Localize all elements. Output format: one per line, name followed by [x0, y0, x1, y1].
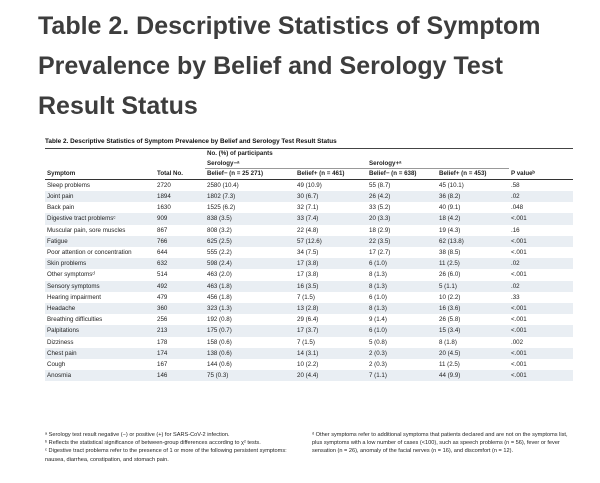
table-cell: Joint pain: [45, 191, 155, 202]
table-cell: Poor attention or concentration: [47, 249, 132, 256]
table-cell: 463 (2.0): [207, 271, 232, 279]
table-row: [45, 225, 573, 236]
table-cell: 20 (4.5): [437, 348, 509, 359]
table-cell: .02: [509, 191, 573, 202]
table-cell: Palpitations: [45, 325, 155, 336]
header-group-row: [45, 149, 573, 159]
table-cell: 598 (2.4): [205, 258, 295, 269]
table-cell: 8 (1.3): [367, 303, 437, 314]
table-cell: <.001: [509, 213, 573, 224]
table-cell: 26 (6.0): [439, 271, 461, 279]
table-cell: 8 (1.3): [369, 271, 387, 279]
table-row: [45, 292, 573, 303]
table-cell: 75 (0.3): [205, 370, 295, 381]
table-cell: <.001: [509, 348, 573, 359]
table-cell: 632: [155, 258, 205, 269]
table-cell: <.001: [511, 271, 527, 279]
table-cell: Headache: [45, 303, 155, 314]
table-cell: 1802 (7.3): [205, 191, 295, 202]
table-cell: Back pain: [47, 204, 75, 212]
table-cell: 34 (7.5): [297, 249, 319, 256]
footnote-a: ᵃ Serology test result negative (−) or positive (+) for SARS-CoV-2 infection.: [45, 432, 230, 438]
table-cell: 16 (3.5): [295, 281, 367, 292]
table-cell: .048: [511, 204, 524, 212]
table-cell: 10 (2.2): [297, 361, 319, 369]
table-cell: <.001: [511, 361, 527, 369]
table-cell: 2 (0.3): [367, 348, 437, 359]
table-cell: 38 (8.5): [439, 249, 461, 256]
table-row: [45, 325, 573, 336]
table-cell: .33: [511, 293, 520, 301]
symptom-table: [45, 149, 573, 381]
table-cell: 49 (10.9): [297, 181, 322, 189]
header-group-label: No. (%) of participants: [207, 150, 273, 157]
table-cell: 33 (5.2): [369, 204, 391, 212]
table-cell: 40 (9.1): [439, 204, 461, 212]
table-cell: 2 (0.3): [369, 361, 387, 369]
table-cell: <.001: [509, 303, 573, 314]
col-header-p-value: P valueᵇ: [509, 169, 573, 180]
table-cell: 45 (10.1): [439, 181, 464, 189]
table-cell: 32 (7.1): [297, 204, 319, 212]
table-row: [45, 370, 573, 381]
table-cell: 33 (7.4): [295, 213, 367, 224]
table-cell: 5 (0.8): [369, 338, 387, 346]
table-cell: 30 (6.7): [295, 191, 367, 202]
table-cell: <.001: [511, 249, 527, 256]
table-body: [45, 179, 573, 381]
table-cell: Hearing impairment: [47, 293, 101, 301]
table-cell: 514: [157, 271, 168, 279]
table-cell: 5 (1.1): [437, 281, 509, 292]
table-cell: <.001: [509, 236, 573, 247]
table-cell: 625 (2.5): [205, 236, 295, 247]
table-cell: 178: [157, 338, 168, 346]
table-cell: Digestive tract problemsᶜ: [45, 213, 155, 224]
table-cell: 256: [157, 316, 168, 324]
table-cell: Sleep problems: [47, 181, 90, 189]
serology-positive-label: Serology+ᵃ: [367, 159, 509, 169]
table-row: [45, 359, 573, 370]
table-cell: 16 (3.6): [437, 303, 509, 314]
table-cell: 7 (1.5): [297, 338, 315, 346]
table-row: [45, 314, 573, 325]
table-row: [45, 269, 573, 280]
table-cell: 766: [155, 236, 205, 247]
table-cell: 838 (3.5): [205, 213, 295, 224]
table-cell: 144 (0.6): [207, 361, 232, 369]
table-cell: 18 (2.9): [369, 226, 391, 234]
table-row: [45, 236, 573, 247]
table-cell: 10 (2.2): [439, 293, 461, 301]
table-row: [45, 191, 573, 202]
table-document: [45, 137, 573, 483]
table-cell: .58: [511, 181, 520, 189]
table-cell: <.001: [509, 370, 573, 381]
table-row: [45, 179, 573, 191]
col-header-pos-belief-neg: Belief− (n = 638): [367, 169, 437, 180]
column-header-row: [45, 169, 573, 180]
table-row: [45, 337, 573, 348]
table-cell: 555 (2.2): [207, 249, 232, 256]
table-cell: 8 (1.3): [367, 281, 437, 292]
table-cell: 26 (4.2): [367, 191, 437, 202]
col-header-neg-belief-neg: Belief− (n = 25 271): [205, 169, 295, 180]
table-cell: 8 (1.8): [439, 338, 457, 346]
col-header-symptom: Symptom: [45, 169, 155, 180]
table-cell: .16: [511, 226, 520, 234]
table-cell: Muscular pain, sore muscles: [47, 226, 126, 234]
table-cell: Cough: [47, 361, 66, 369]
table-cell: 6 (1.0): [367, 325, 437, 336]
table-cell: 360: [155, 303, 205, 314]
table-cell: Sensory symptoms: [45, 281, 155, 292]
page-heading: Table 2. Descriptive Statistics of Symptom Prevalence by Belief and Serology Test Result Status: [38, 12, 541, 120]
table-cell: 17 (3.7): [295, 325, 367, 336]
table-cell: 2720: [157, 181, 171, 189]
table-cell: 138 (0.6): [205, 348, 295, 359]
table-cell: <.001: [509, 325, 573, 336]
table-cell: .02: [509, 258, 573, 269]
footnote-c: ᶜ Digestive tract problems refer to the presence of 1 or more of the following persistent symptoms: nausea, diarrhea, constipation, and stomach pain.: [45, 448, 287, 463]
table-cell: .002: [511, 338, 524, 346]
table-cell: Other symptomsᵈ: [47, 271, 95, 279]
table-cell: 22 (4.8): [297, 226, 319, 234]
table-cell: 2580 (10.4): [207, 181, 239, 189]
table-cell: 323 (1.3): [205, 303, 295, 314]
table-row: [45, 303, 573, 314]
col-header-neg-belief-pos: Belief+ (n = 461): [295, 169, 367, 180]
table-cell: Fatigue: [45, 236, 155, 247]
table-cell: 6 (1.0): [369, 293, 387, 301]
table-cell: 213: [155, 325, 205, 336]
table-cell: 13 (2.8): [295, 303, 367, 314]
table-cell: 174: [155, 348, 205, 359]
table-cell: <.001: [511, 316, 527, 324]
table-cell: 17 (3.8): [297, 271, 319, 279]
footnote-d: ᵈ Other symptoms refer to additional symptoms that patients declared and are not on the symptoms list, plus symptoms with a low number of cases (<100), such as speech problems (n = 56), fever or fever sensation (n = 26), anomaly of the facial nerves (n = 16), and discomfort (n = 12).: [312, 432, 568, 455]
table-cell: 20 (4.4): [295, 370, 367, 381]
table-cell: 55 (8.7): [369, 181, 391, 189]
serology-negative-label: Serology−ᵃ: [205, 159, 367, 169]
table-cell: 26 (5.8): [439, 316, 461, 324]
table-cell: 1894: [155, 191, 205, 202]
table-cell: Chest pain: [45, 348, 155, 359]
table-cell: 11 (2.5): [437, 258, 509, 269]
table-cell: 456 (1.8): [207, 293, 232, 301]
table-cell: 57 (12.6): [295, 236, 367, 247]
col-header-total: Total No.: [155, 169, 205, 180]
table-cell: .02: [509, 281, 573, 292]
table-cell: 17 (2.7): [369, 249, 391, 256]
table-cell: 14 (3.1): [295, 348, 367, 359]
table-cell: 146: [155, 370, 205, 381]
table-cell: 909: [155, 213, 205, 224]
table-cell: 1630: [157, 204, 171, 212]
table-row: [45, 348, 573, 359]
table-cell: 20 (3.3): [367, 213, 437, 224]
table-cell: 479: [157, 293, 168, 301]
table-cell: 167: [157, 361, 168, 369]
table-cell: 6 (1.0): [367, 258, 437, 269]
table-cell: 7 (1.1): [367, 370, 437, 381]
table-cell: 62 (13.8): [437, 236, 509, 247]
table-cell: 644: [157, 249, 168, 256]
table-cell: 44 (9.9): [437, 370, 509, 381]
table-cell: 17 (3.8): [295, 258, 367, 269]
footnote-b: ᵇ Reflects the statistical significance of between-group differences according to χ² tests.: [45, 440, 261, 447]
table-row: [45, 247, 573, 258]
table-cell: 192 (0.8): [207, 316, 232, 324]
table-cell: 7 (1.5): [297, 293, 315, 301]
table-cell: 808 (3.2): [207, 226, 232, 234]
table-row: [45, 202, 573, 213]
table-cell: 158 (0.6): [207, 338, 232, 346]
table-cell: 867: [157, 226, 168, 234]
table-row: [45, 258, 573, 269]
table-cell: 18 (4.2): [437, 213, 509, 224]
table-cell: 15 (3.4): [437, 325, 509, 336]
table-cell: 492: [155, 281, 205, 292]
table-cell: 29 (6.4): [297, 316, 319, 324]
table-caption: Table 2. Descriptive Statistics of Symptom Prevalence by Belief and Serology Test Result Status: [45, 137, 573, 149]
table-cell: 11 (2.5): [439, 361, 460, 369]
table-cell: Anosmia: [45, 370, 155, 381]
table-cell: 19 (4.3): [439, 226, 461, 234]
table-row: [45, 281, 573, 292]
table-row: [45, 213, 573, 224]
table-cell: 1525 (6.2): [207, 204, 236, 212]
table-cell: 9 (1.4): [369, 316, 387, 324]
table-cell: 36 (8.2): [437, 191, 509, 202]
table-cell: 463 (1.8): [205, 281, 295, 292]
table-cell: 175 (0.7): [205, 325, 295, 336]
table-cell: 22 (3.5): [367, 236, 437, 247]
header-serology-row: [45, 159, 573, 169]
table-cell: Dizziness: [47, 338, 74, 346]
col-header-pos-belief-pos: Belief+ (n = 453): [437, 169, 509, 180]
table-cell: Breathing difficulties: [47, 316, 103, 324]
table-cell: Skin problems: [45, 258, 155, 269]
